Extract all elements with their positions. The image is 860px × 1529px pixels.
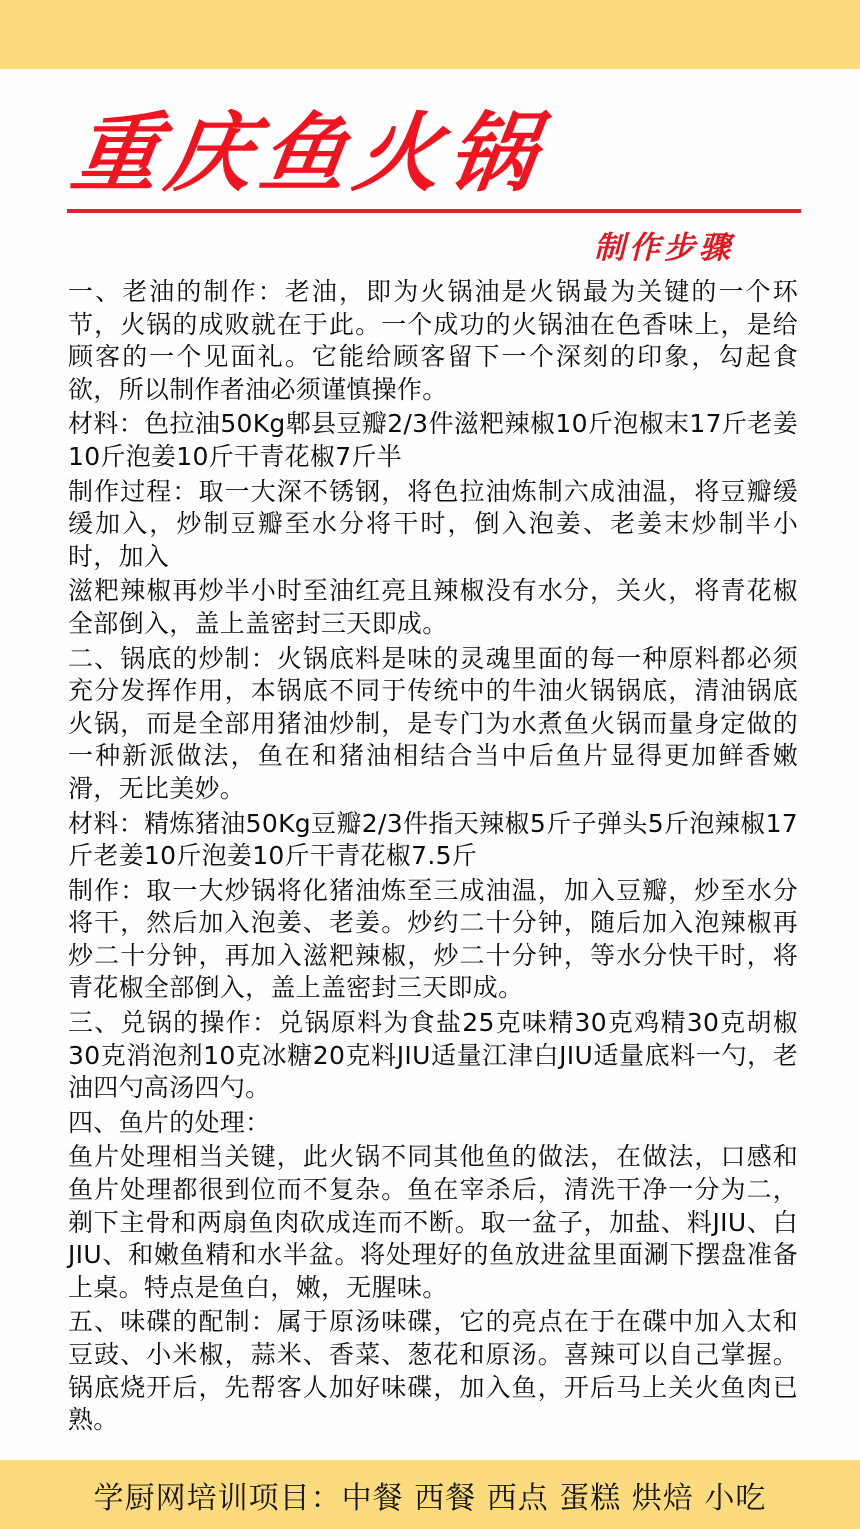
title-divider: [67, 209, 801, 213]
footer-text: 学厨网培训项目：中餐 西餐 西点 蛋糕 烘焙 小吃: [93, 1480, 767, 1516]
recipe-body: [68, 276, 798, 1437]
old-oil-process: 制作过程：取一大深不锈钢，将色拉油炼制六成油温，将豆瓣缓缓加入，炒制豆瓣至水分将干时，倒入泡姜、老姜末炒制半小时，加入: [68, 476, 798, 571]
old-oil-materials: 材料：色拉油50Kg郫县豆瓣2/3件滋粑辣椒10斤泡椒末17斤老姜10斤泡姜10斤干青花椒7斤半: [68, 409, 798, 471]
section-base-intro: 二、锅底的炒制：火锅底料是味的灵魂里面的每一种原料都必须充分发挥作用，本锅底不同于传统中的牛油火锅锅底，清油锅底火锅，而是全部用猪油炒制，是专门为水煮鱼火锅而量身定做的一种新派做法，鱼在和猪油相结合当中后鱼片显得更加鲜香嫩滑，无比美妙。: [68, 643, 798, 803]
section-mixing: 三、兑锅的操作：兑锅原料为食盐25克味精30克鸡精30克胡椒30克消泡剂10克冰糖20克料JIU适量江津白JIU适量底料一勺，老油四勺高汤四勺。: [68, 1008, 798, 1103]
page-subtitle: 制作步骤: [594, 230, 734, 266]
section-dipping-sauce: 五、味碟的配制：属于原汤味碟，它的亮点在于在碟中加入太和豆豉、小米椒，蒜米、香菜、葱花和原汤。喜辣可以自己掌握。锅底烧开后，先帮客人加好味碟，加入鱼，开后马上关火鱼肉已熟。: [68, 1307, 798, 1435]
old-oil-process-cont: 滋粑辣椒再炒半小时至油红亮且辣椒没有水分，关火，将青花椒全部倒入，盖上盖密封三天即成。: [68, 576, 798, 638]
fish-process: 鱼片处理相当关键，此火锅不同其他鱼的做法，在做法，口感和鱼片处理都很到位而不复杂。鱼在宰杀后，清洗干净一分为二，剃下主骨和两扇鱼肉砍成连而不断。取一盆子，加盐、料JIU、白JIU、和嫩鱼精和水半盆。将处理好的鱼放进盆里面涮下摆盘准备上桌。特点是鱼白，嫩，无腥味。: [68, 1142, 798, 1302]
base-materials: 材料：精炼猪油50Kg豆瓣2/3件指天辣椒5斤子弹头5斤泡辣椒17斤老姜10斤泡姜10斤干青花椒7.5斤: [68, 808, 798, 871]
base-process: 制作：取一大炒锅将化猪油炼至三成油温，加入豆瓣，炒至水分将干，然后加入泡姜、老姜。炒约二十分钟，随后加入泡辣椒再炒二十分钟，再加入滋粑辣椒，炒二十分钟，等水分快干时，将青花椒全部倒入，盖上盖密封三天即成。: [68, 875, 798, 1003]
footer-banner: [0, 1460, 860, 1529]
section-old-oil-intro: 一、老油的制作：老油，即为火锅油是火锅最为关键的一个环节，火锅的成败就在于此。一个成功的火锅油在色香味上，是给顾客的一个见面礼。它能给顾客留下一个深刻的印象，勾起食欲，所以制作者油必须谨慎操作。: [68, 277, 798, 404]
top-banner: [0, 0, 860, 69]
page-title: 重庆鱼火锅: [66, 104, 551, 204]
section-fish-heading: 四、鱼片的处理：: [68, 1107, 271, 1137]
